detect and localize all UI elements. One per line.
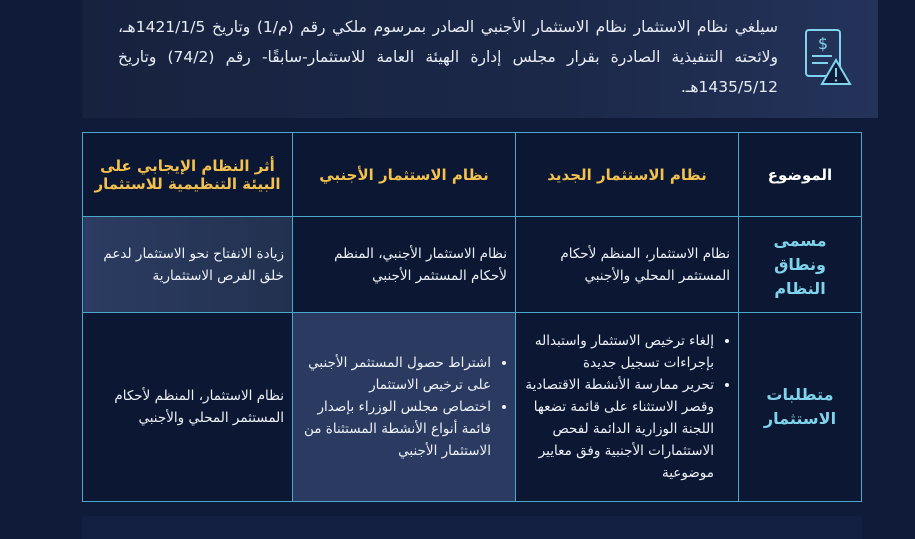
bottom-strip	[82, 516, 862, 539]
header-impact: أثر النظام الإيجابي على البيئة التنظيمية للاستثمار	[83, 133, 293, 217]
cell-new-system: نظام الاستثمار، المنظم لأحكام المستثمر المحلي والأجنبي	[516, 217, 739, 313]
svg-text:$: $	[817, 34, 829, 53]
list-item: • اختصاص مجلس الوزراء بإصدار قائمة أنواع الأنشطة المستثناة من الاستثمار الأجنبي	[301, 396, 491, 462]
row-label-requirements: متطلبات الاستثمار	[739, 313, 862, 502]
cell-impact: نظام الاستثمار، المنظم لأحكام المستثمر المحلي والأجنبي	[83, 313, 293, 502]
comparison-table	[82, 132, 862, 502]
header-topic: الموضوع	[739, 133, 862, 217]
cell-new-system-list	[516, 313, 739, 502]
header-foreign-system: نظام الاستثمار الأجنبي	[293, 133, 516, 217]
list-item: • اشتراط حصول المستثمر الأجنبي على ترخيص الاستثمار	[301, 352, 491, 396]
cell-foreign-system: نظام الاستثمار الأجنبي، المنظم لأحكام المستثمر الأجنبي	[293, 217, 516, 313]
list-item: • تحرير ممارسة الأنشطة الاقتصادية وقصر الاستثناء على قائمة تضعها اللجنة الوزارية الدائمة لفحص الاستثمارات الأجنبية وفق معايير موضوعية	[524, 374, 714, 484]
document-warning-icon	[800, 26, 854, 90]
cell-impact: زيادة الانفتاح نحو الاستثمار لدعم خلق الفرص الاستثمارية	[83, 217, 293, 313]
table-row	[83, 313, 862, 502]
row-label-name-scope: مسمى ونطاق النظام	[739, 217, 862, 313]
header-new-system: نظام الاستثمار الجديد	[516, 133, 739, 217]
table-row	[83, 217, 862, 313]
table-header-row	[83, 133, 862, 217]
list-item: • إلغاء ترخيص الاستثمار واستبداله بإجراءات تسجيل جديدة	[524, 330, 714, 374]
cell-foreign-system-list	[293, 313, 516, 502]
notice-text: سيلغي نظام الاستثمار نظام الاستثمار الأجنبي الصادر بمرسوم ملكي رقم (م/1) وتاريخ 1421/1/5هـ، ولائحته التنفيذية الصادرة بقرار مجلس إدارة الهيئة العامة للاستثمار-سابقًا- رقم (74/2) وتاريخ 1435/5/12هـ.	[118, 18, 778, 96]
